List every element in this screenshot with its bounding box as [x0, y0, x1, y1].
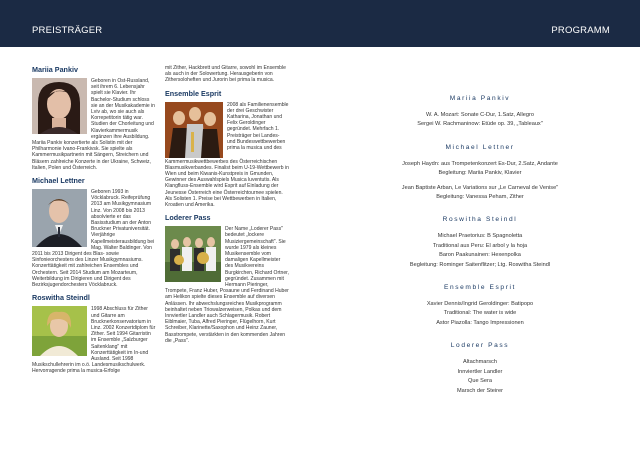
program-section	[340, 216, 620, 270]
bio-michael	[32, 176, 156, 288]
header-right-title: PROGRAMM	[551, 25, 610, 36]
section-title: Ensemble Esprit	[443, 284, 516, 292]
portrait-photo	[32, 306, 87, 356]
ensemble-photo	[165, 226, 221, 282]
header-left-title: PREISTRÄGER	[32, 25, 103, 36]
portrait-photo	[32, 189, 87, 247]
bio-mariia	[32, 65, 156, 171]
program-section	[340, 342, 620, 396]
bio-name: Loderer Pass	[165, 213, 211, 223]
section-title: Loderer Pass	[450, 342, 510, 350]
program-section	[340, 95, 620, 130]
program-line: Astor Piazolla: Tango Impressionen	[436, 319, 524, 326]
program-line: Sergei W. Rachmaninow: Etüde op. 39, „Tableaux"	[417, 121, 543, 128]
program-line: Innviertler Landler	[457, 368, 503, 375]
program-line: Traditional: The water is wide	[443, 310, 517, 317]
bio-name: Roswitha Steindl	[32, 293, 90, 303]
bio-text: Geboren 1993 in Vöcklabruck. Reifeprüfung 2013 am Musikgymnasium Linz. Von 2008 bis 2013 absolvierte er das Basisstudium an der Anton Bruckner Privatuniversität. Vierjährige Kapellmeisterausbildung bei Mag. Walter Baldinger. Von 2011 bis 2013 Dirigent des Blas- sowie Sinfonieorchesters des Linzer Musikgymnasiums. Konzerttätigkeit mit zahlreichen Ensembles und Orchestern. Seit 2014 Studium am Mozarteum, Weiterbildung im Dirigieren und Dirigent des Bezirksjugendorchesters Vöcklabruck.	[32, 189, 155, 289]
program-section	[340, 144, 620, 203]
program-line: Begleitung: Vanessa Peham, Zither	[436, 194, 524, 201]
bios-column-2	[165, 65, 289, 344]
program-line: Begleitung: Mariia Pankiv, Klavier	[438, 170, 522, 177]
program-panel	[340, 95, 620, 410]
bio-name: Ensemble Esprit	[165, 88, 222, 98]
portrait-photo	[32, 78, 87, 134]
program-line: Begleitung: Rominger Saitenflitzer; Ltg. Roswitha Steindl	[409, 261, 551, 268]
section-title: Roswitha Steindl	[442, 216, 518, 224]
bio-esprit	[165, 89, 289, 209]
bio-text-continued: mit Zither, Hackbrett und Gitarre, sowohl im Ensemble als auch in der Solowertung. Herausgeberin von Zithersoloheften und Jurorin bei prima la musica.	[165, 65, 286, 84]
program-line: Joseph Haydn: aus Trompetenkonzert Es-Dur, 2.Satz, Andante	[402, 160, 558, 167]
program-line: Marsch der Steirer	[456, 387, 503, 394]
bio-name: Michael Lettner	[32, 176, 85, 186]
program-line: Traditional aus Peru: El arbol y la hoja	[432, 242, 528, 249]
program-line: Jean Baptiste Arban, Le Variations sur „Le Carneval de Venise"	[401, 184, 559, 191]
program-line: Xavier Dennis/Ingrid Geroldinger: Batipopo	[426, 301, 534, 308]
section-title: Mariia Pankiv	[449, 95, 511, 102]
program-section	[340, 284, 620, 328]
bio-name: Mariia Pankiv	[32, 65, 78, 74]
program-line: Altachmarsch	[463, 359, 497, 366]
bios-column-1	[32, 65, 156, 375]
ensemble-photo	[165, 102, 223, 158]
section-title: Michael Lettner	[445, 143, 515, 151]
bio-text: Geboren in Ost-Russland, seit ihrem 6. Lebensjahr spielt sie Klavier. Ihr Bachelor-Studium schloss sie an der Musikakademie in Lviv ab, wo sie auch als Korrepetitorin tätig war. Studien der Chorleitung und Klavierkammermusik ergänzen ihre Ausbildung. Mariia Pankiv konzertierte als Solistin mit der Philharmonie Ivano-Frankivsk. Sie spielte als Kammermusikpartnerin mit Sängern, Streichern und Bläsern zahlreiche Konzerte in der Ukraine, Schweiz, Italien, Polen und Österreich.	[32, 78, 155, 171]
program-line: Baron Paakunainen: Hexenpolka	[439, 252, 521, 259]
program-line: Michael Praetorius: B Spagnoletta	[437, 233, 523, 240]
bio-text: 1998 Abschluss für Zither und Gitarre am Brucknerkonservatorium in Linz. 2002 Konzertdiplom für Zither. Seit 1994 Gitarristin im Ensemble „Salzburger Saitenklang" mit Konzerttätigkeit im In-und Ausland. Seit 1998 Musikschullehrerin im o.ö. Landesmusikschulwerk. Hervorragende prima la musica-Erfolge	[32, 306, 156, 375]
bio-text: Der Name „Loderer Pass" bedeutet „lockere Musiziergemeinschaft". Sie wurde 1979 als kleines Musikensemble vom damaligen Kapellmeister des Musikvereins Burgkirchen, Richard Ortner, gegründet. Zusammen mit Hermann Pieringer, Trompete, Franz Huber, Posaune und Ferdinand Huber am Helikon spielte dieses Ensemble auf diversen Anlässen. Ihr abwechslungsreiches Musikprogramm beinhaltet neben Triowalzerweisen, Polkas und dem Innviertler Landler auch Schlagermusik. Robert Eiblmaier, Tuba, Alfred Pieringer, Flügelhorn, Kurt Schreiber, Klarinette/Saxophon und Heinz Zauner, Basstrompete, verstärkten in den kommenden Jahren die „Pass".	[165, 226, 289, 344]
bio-loderer	[165, 213, 289, 344]
program-line: W. A. Mozart: Sonate C-Dur, 1.Satz, Allegro	[426, 112, 534, 118]
program-line: Que Sera	[468, 378, 492, 385]
header-bar	[0, 0, 640, 47]
bio-text: 2008 als Familienensemble der drei Geschwister Katharina, Jonathan und Felix Geroldinger gegründet. Mehrfach 1. Preisträger bei Landes- und Bundeswettbewerben prima la musica und des Kammermusikwettbewerbes des Österreichischen Blasmusikverbandes. Finalist beim U-19-Wettbewerb in Wien und beim Kiwanis-Kunstpreis in Gmunden, Gewinner des Auswahlspiels Musica luventutis. Als Klangfluss-Ensemble wird Esprit auf Einladung der Jeunesse Österreich eine Österreichtournee spielen. Als Solisten 1. Preise bei Wettbewerben in Italien, Kroatien und Amerika.	[165, 101, 289, 209]
bio-roswitha	[32, 293, 156, 374]
